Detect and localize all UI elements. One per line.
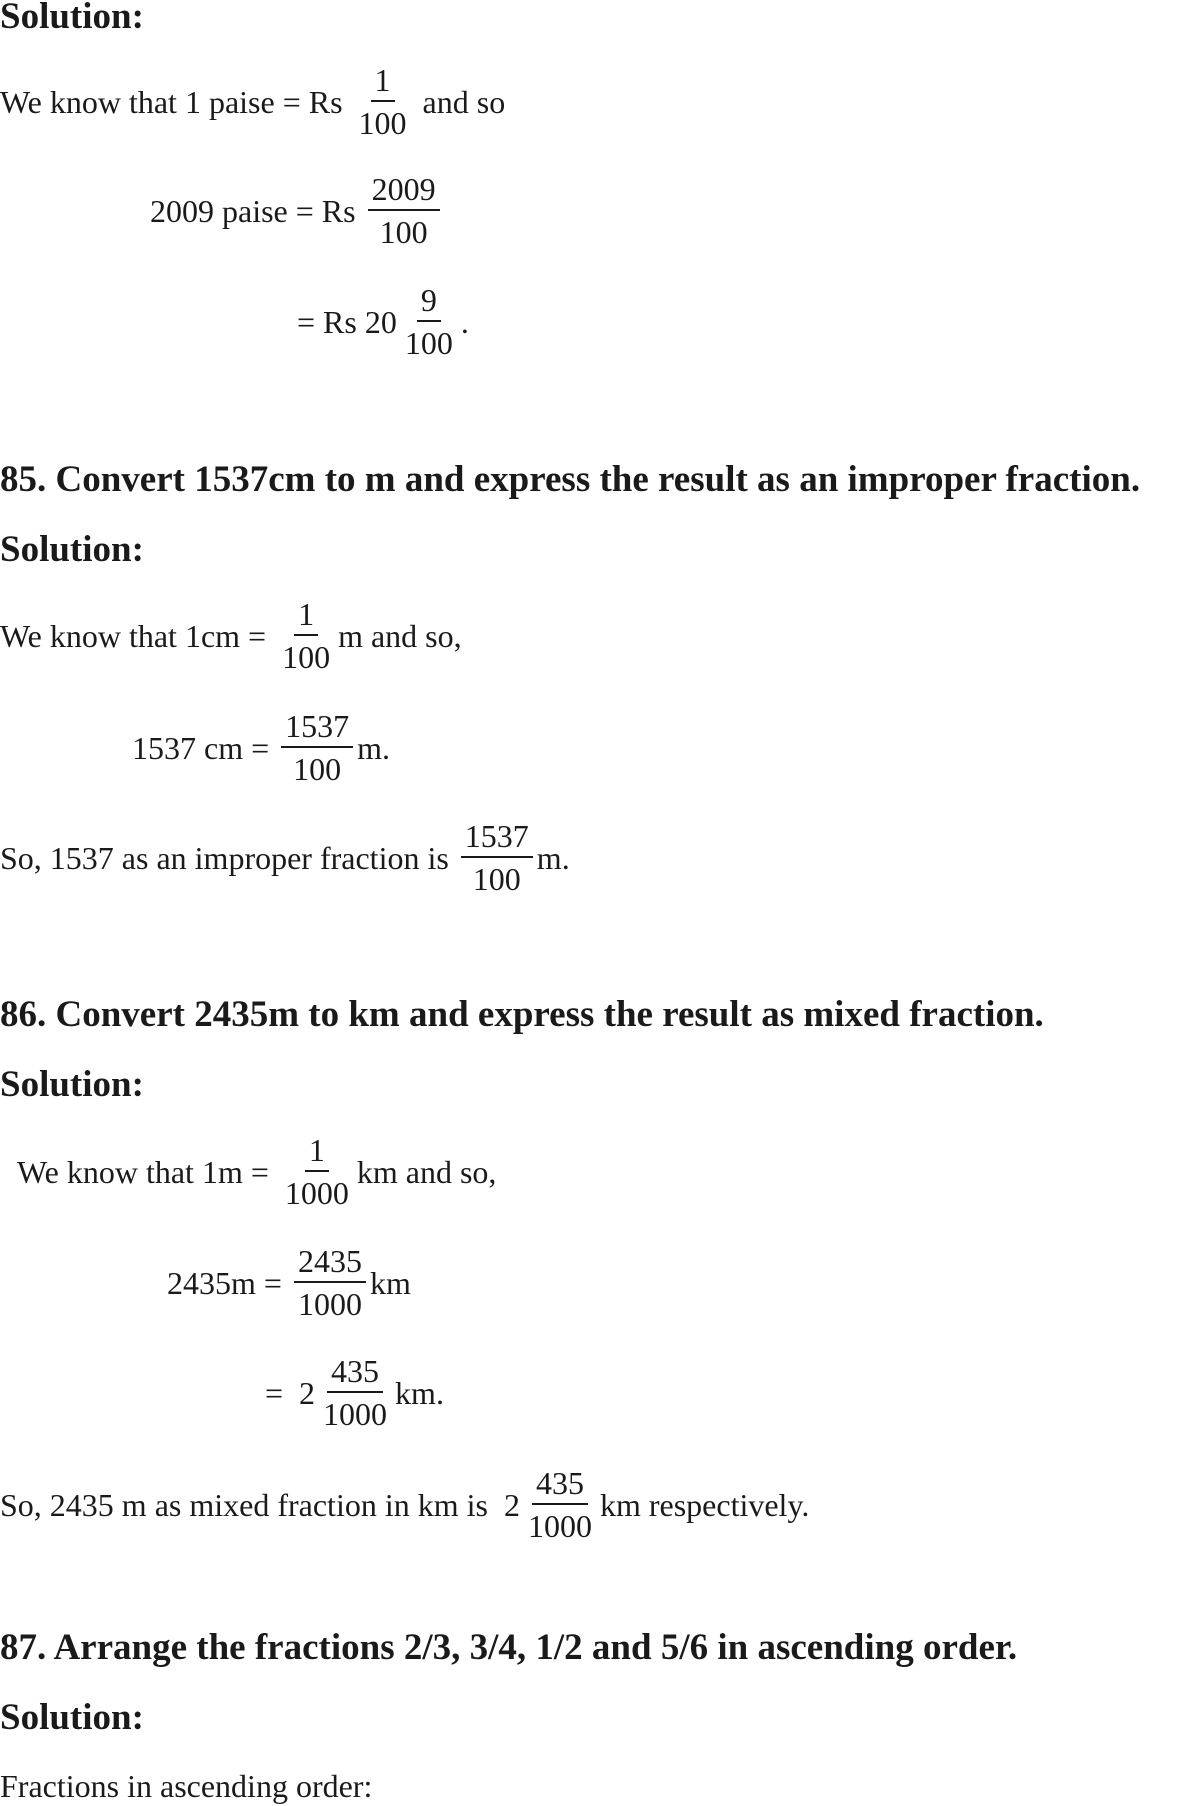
fraction: [281, 706, 353, 790]
text: = Rs 20: [297, 304, 397, 340]
text: 2435m =: [167, 1265, 290, 1301]
fraction: [319, 1351, 391, 1435]
solution-text: Solution:: [0, 529, 144, 570]
heading-text: 85. Convert 1537cm to m and express the result as an improper fraction.: [0, 459, 1141, 500]
text: km: [369, 1265, 411, 1301]
text: 1537 cm =: [132, 730, 278, 766]
question-heading: [0, 458, 1140, 502]
equation-line: [167, 1241, 411, 1325]
solution-text: Solution:: [0, 1064, 144, 1105]
question-heading: [0, 993, 1044, 1037]
fraction: [461, 816, 533, 900]
solution-label: [0, 528, 144, 572]
equation-line: [265, 1351, 444, 1435]
text: We know that 1 paise = Rs: [0, 84, 351, 120]
text: km respectively.: [599, 1487, 810, 1523]
fraction: [368, 169, 440, 253]
fraction: [524, 1463, 596, 1547]
fraction: [294, 1241, 366, 1325]
denominator: 100: [358, 105, 407, 141]
denominator: 100: [379, 214, 428, 250]
text: and so: [414, 84, 506, 120]
text: Fractions in ascending order:: [0, 1768, 373, 1804]
denominator: 100: [472, 861, 521, 897]
text: = 2: [265, 1375, 316, 1411]
denominator: 1000: [297, 1286, 362, 1322]
text: km and so,: [356, 1154, 497, 1190]
text: m.: [536, 840, 570, 876]
text: m.: [357, 730, 391, 766]
numerator: 1: [305, 1130, 329, 1172]
fraction: [281, 1130, 353, 1214]
numerator: 435: [327, 1351, 383, 1393]
equation-line: [297, 280, 469, 364]
equation-line: [0, 816, 570, 900]
equation-line: [150, 169, 444, 253]
numerator: 2009: [368, 169, 440, 211]
denominator: 1000: [284, 1175, 349, 1211]
heading-text: 87. Arrange the fractions 2/3, 3/4, 1/2 and 5/6 in ascending order.: [0, 1627, 1018, 1668]
denominator: 1000: [527, 1508, 592, 1544]
equation-line: [17, 1130, 496, 1214]
equation-line: [0, 60, 505, 144]
fraction: [401, 280, 457, 364]
denominator: 100: [293, 751, 342, 787]
numerator: 9: [417, 280, 441, 322]
fraction: [278, 594, 334, 678]
text: m and so,: [338, 618, 462, 654]
denominator: 100: [404, 325, 453, 361]
text: 2009 paise = Rs: [150, 193, 364, 229]
heading-text: 86. Convert 2435m to km and express the result as mixed fraction.: [0, 994, 1044, 1035]
denominator: 100: [282, 639, 331, 675]
numerator: 1: [294, 594, 318, 636]
solution-text: Solution:: [0, 0, 144, 37]
text: We know that 1cm =: [0, 618, 275, 654]
denominator: 1000: [323, 1396, 388, 1432]
text: km.: [395, 1375, 444, 1411]
solution-label: [0, 1063, 144, 1107]
text: .: [460, 304, 469, 340]
equation-line: [0, 1463, 809, 1547]
text: So, 1537 as an improper fraction is: [0, 840, 457, 876]
text: So, 2435 m as mixed fraction in km is 2: [0, 1487, 520, 1523]
question-heading: [0, 1626, 1017, 1670]
text-line: [0, 1767, 372, 1805]
text: We know that 1m =: [17, 1154, 277, 1190]
numerator: 1537: [461, 816, 533, 858]
solution-label: [0, 1696, 144, 1740]
numerator: 2435: [294, 1241, 366, 1283]
numerator: 1: [371, 60, 395, 102]
fraction: [355, 60, 411, 144]
solution-label: [0, 0, 144, 39]
equation-line: [132, 706, 390, 790]
numerator: 435: [532, 1463, 588, 1505]
equation-line: [0, 594, 462, 678]
numerator: 1537: [281, 706, 353, 748]
solution-text: Solution:: [0, 1697, 144, 1738]
